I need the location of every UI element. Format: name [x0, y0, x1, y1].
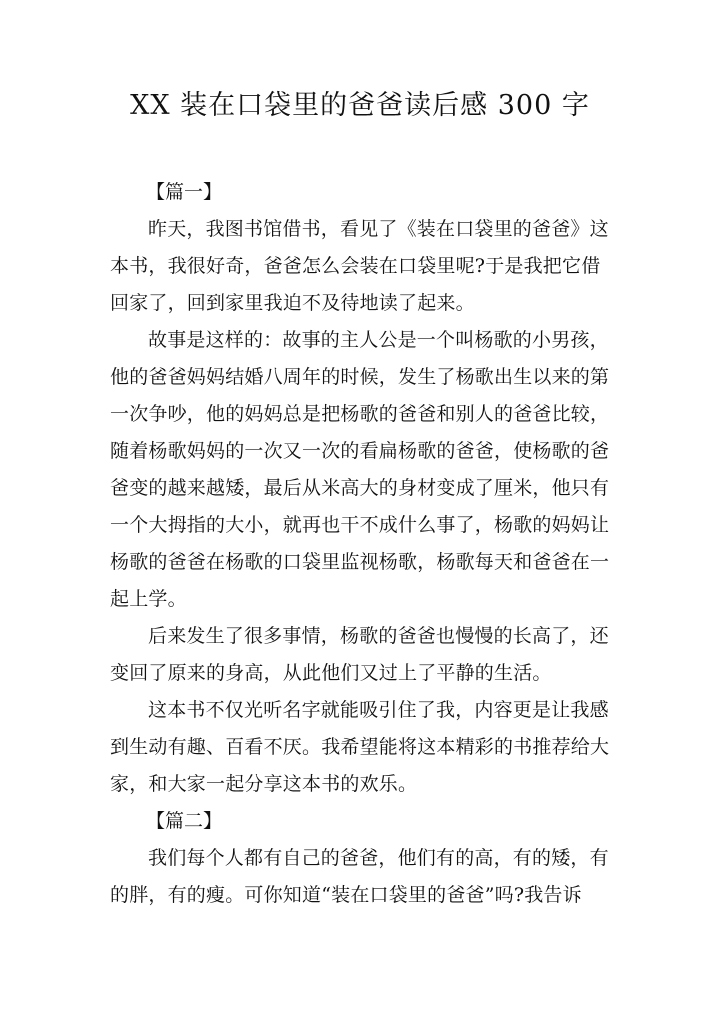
section-label-2: 【篇二】	[146, 810, 223, 832]
text-line: 本书，我很好奇，爸爸怎么会装在口袋里呢?于是我把它借	[110, 255, 601, 277]
paragraph-1-3	[110, 618, 610, 692]
text-line: 昨天，我图书馆借书，看见了《装在口袋里的爸爸》这	[148, 218, 609, 240]
text-line: 他的爸爸妈妈结婚八周年的时候，发生了杨歌出生以来的第	[110, 366, 610, 388]
text-line: 随着杨歌妈妈的一次又一次的看扁杨歌的爸爸，使杨歌的爸	[110, 440, 610, 462]
document-title: XX 装在口袋里的爸爸读后感 300 字	[130, 90, 590, 121]
text-line: 起上学。	[110, 588, 187, 610]
text-line: 故事是这样的：故事的主人公是一个叫杨歌的小男孩，	[148, 329, 609, 351]
document-body	[110, 174, 610, 914]
text-line: 爸变的越来越矮，最后从米高大的身材变成了厘米，他只有	[110, 477, 610, 499]
text-line: 回家了，回到家里我迫不及待地读了起来。	[110, 292, 475, 314]
paragraph-2-1	[110, 840, 610, 914]
text-line: 到生动有趣、百看不厌。我希望能将这本精彩的书推荐给大	[110, 736, 610, 758]
paragraph-1-2	[110, 322, 610, 618]
paragraph-1-4	[110, 692, 610, 803]
paragraph-1-1	[110, 211, 610, 322]
text-line: 杨歌的爸爸在杨歌的口袋里监视杨歌，杨歌每天和爸爸在一	[110, 551, 610, 573]
text-line: 一次争吵，他的妈妈总是把杨歌的爸爸和别人的爸爸比较，	[110, 403, 610, 425]
text-line: 一个大拇指的大小，就再也干不成什么事了，杨歌的妈妈让	[110, 514, 610, 536]
text-line: 变回了原来的身高，从此他们又过上了平静的生活。	[110, 662, 552, 684]
text-line: 这本书不仅光听名字就能吸引住了我，内容更是让我感	[148, 699, 609, 721]
text-line: 家，和大家一起分享这本书的欢乐。	[110, 773, 418, 795]
text-line: 后来发生了很多事情，杨歌的爸爸也慢慢的长高了，还	[148, 625, 609, 647]
text-line: 的胖，有的瘦。可你知道“装在口袋里的爸爸”吗?我告诉	[110, 884, 582, 906]
section-label-1: 【篇一】	[146, 181, 223, 203]
text-line: 我们每个人都有自己的爸爸，他们有的高，有的矮，有	[148, 847, 609, 869]
